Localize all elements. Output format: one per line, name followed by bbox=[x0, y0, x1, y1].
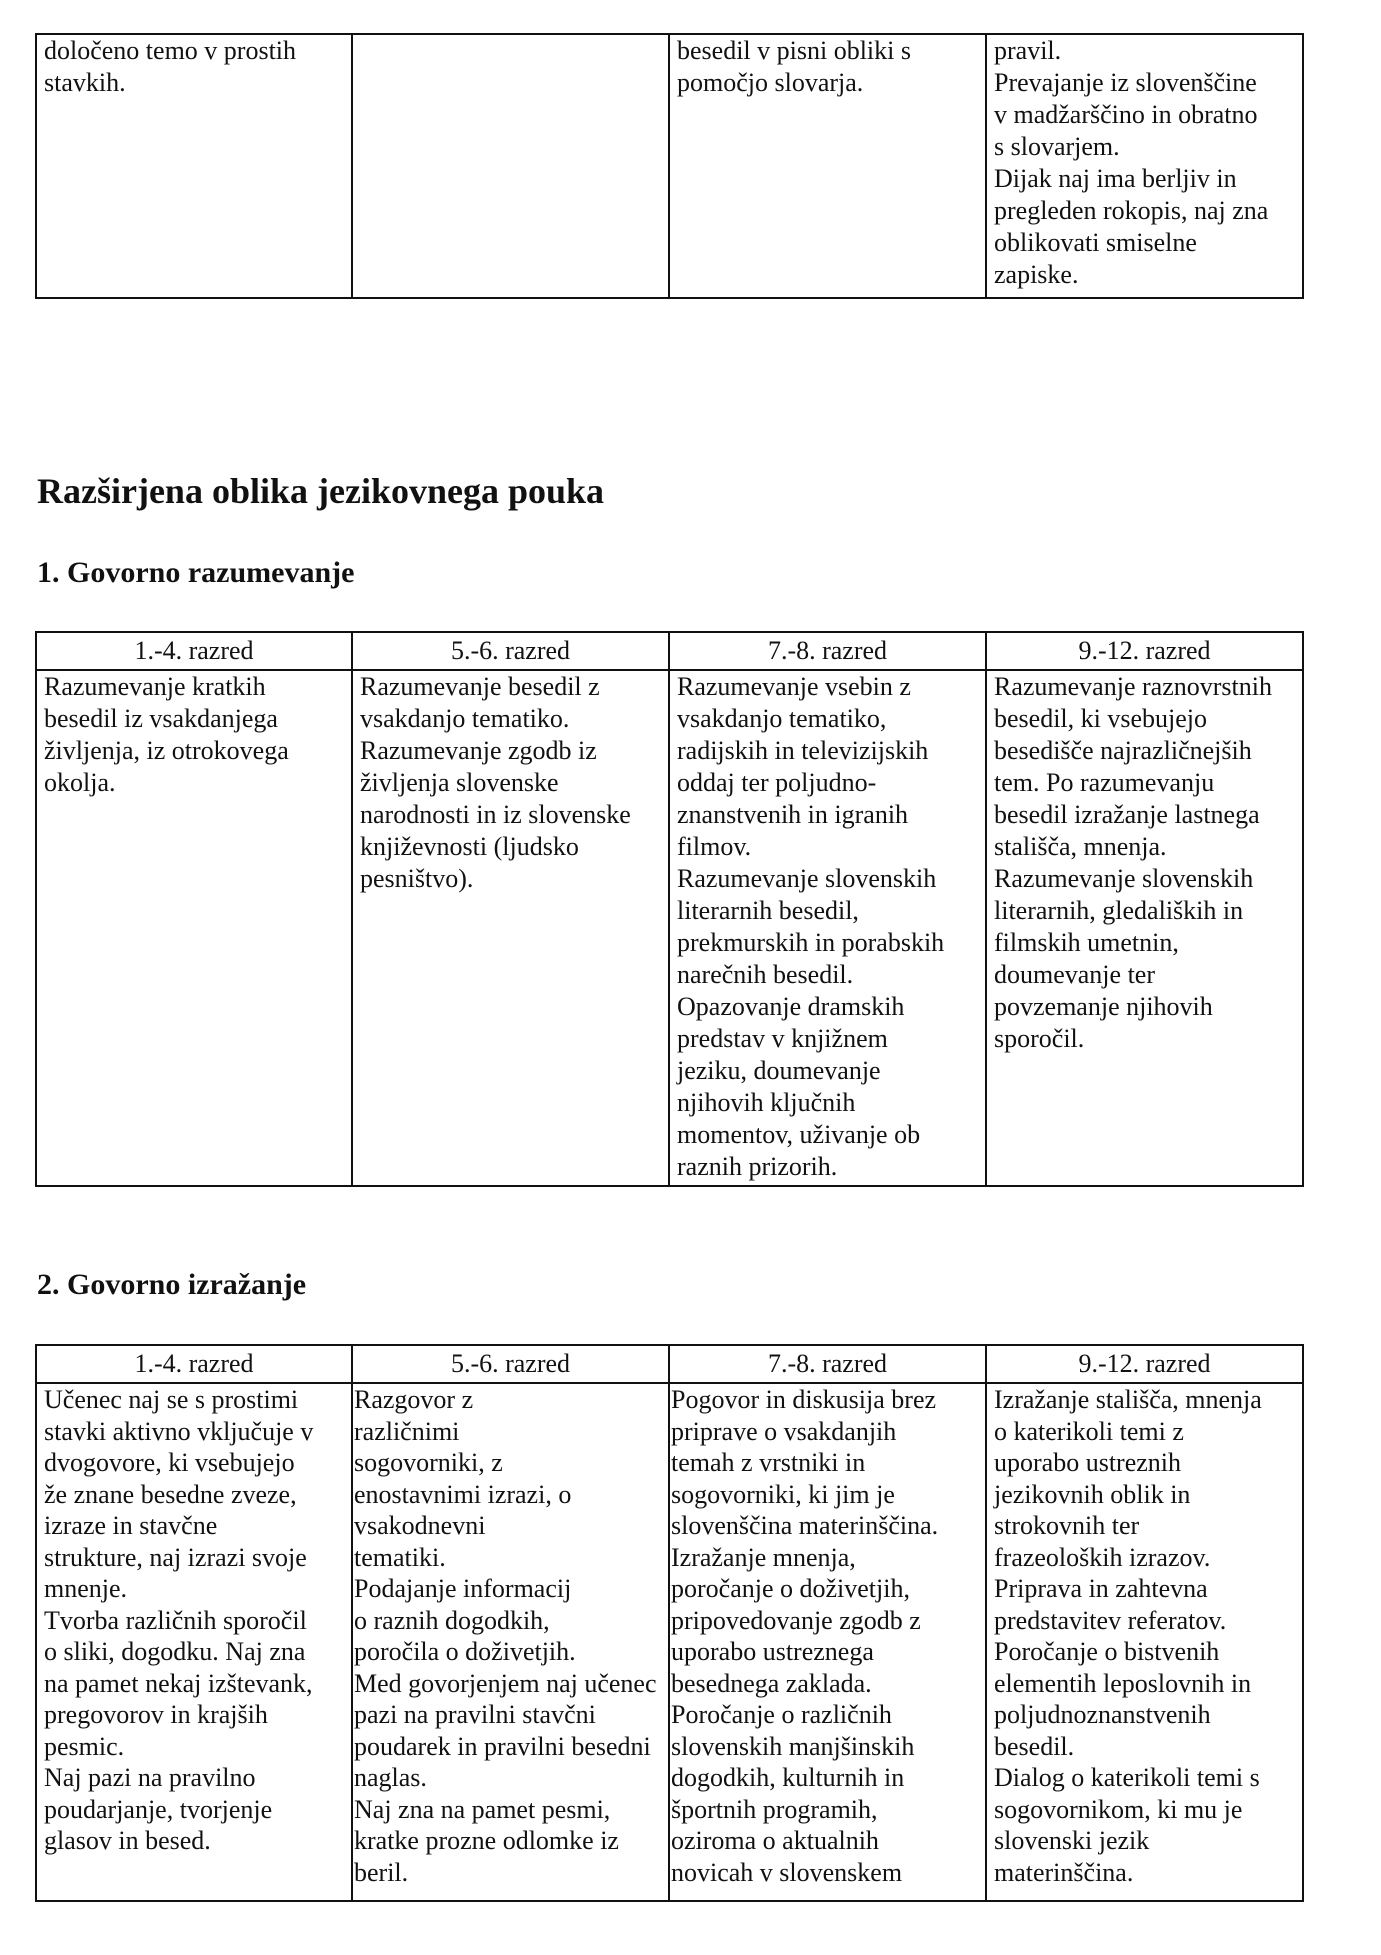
cell-text-line: elementih leposlovnih in bbox=[994, 1668, 1252, 1698]
cell-text-line: poudarek in pravilni besedni bbox=[354, 1731, 651, 1761]
table-cell bbox=[36, 1383, 352, 1901]
cell-text-line: že znane besedne zveze, bbox=[44, 1479, 297, 1509]
cell-text-line: slovenski jezik bbox=[994, 1826, 1150, 1855]
cell-text-line: sogovorniki, z bbox=[354, 1448, 503, 1477]
table-cell bbox=[36, 34, 352, 298]
cell-text-line: oddaj ter poljudno- bbox=[677, 768, 877, 797]
column-header: 7.-8. razred bbox=[669, 632, 986, 670]
table-cell bbox=[986, 670, 1303, 1186]
cell-text-line: besedil v pisni obliki s bbox=[677, 36, 911, 65]
cell-text-line: besedil. bbox=[994, 1731, 1075, 1761]
cell-text-line: Priprava in zahtevna bbox=[994, 1574, 1208, 1603]
cell-text-line: Izražanje stališča, mnenja bbox=[994, 1385, 1262, 1414]
cell-text-line: Razumevanje besedil z bbox=[360, 672, 600, 701]
cell-text-line: književnosti (ljudsko bbox=[360, 832, 579, 861]
column-header: 9.-12. razred bbox=[986, 632, 1303, 670]
cell-text-line: vsakodnevni bbox=[354, 1511, 486, 1540]
table-header-row bbox=[36, 632, 1303, 670]
cell-text-line: predstavitev referatov. bbox=[994, 1605, 1227, 1635]
cell-text-line: filmov. bbox=[677, 832, 752, 861]
cell-text-line: različnimi bbox=[354, 1416, 460, 1446]
cell-text-line: glasov in besed. bbox=[44, 1826, 211, 1855]
cell-text-line: Razumevanje slovenskih bbox=[994, 864, 1254, 893]
cell-text-line: jeziku, doumevanje bbox=[677, 1056, 881, 1085]
cell-text-line: poudarjanje, tvorjenje bbox=[44, 1794, 273, 1824]
cell-text-line: pomočjo slovarja. bbox=[677, 68, 864, 97]
cell-text-line: beril. bbox=[354, 1857, 409, 1887]
table-header-row bbox=[36, 1345, 1303, 1383]
cell-text-line: stavki aktivno vključuje v bbox=[44, 1416, 314, 1446]
column-header: 5.-6. razred bbox=[352, 632, 669, 670]
cell-text-line: Razumevanje zgodb iz bbox=[360, 736, 597, 765]
column-header: 7.-8. razred bbox=[669, 1345, 986, 1383]
column-header: 5.-6. razred bbox=[352, 1345, 669, 1383]
table-cell bbox=[352, 34, 669, 298]
cell-text-line: narodnosti in iz slovenske bbox=[360, 800, 631, 829]
table-cell bbox=[352, 1383, 669, 1901]
cell-text-line: v madžarščino in obratno bbox=[994, 100, 1258, 129]
cell-text-line: stališča, mnenja. bbox=[994, 832, 1167, 861]
cell-text-line: okolja. bbox=[44, 768, 116, 797]
cell-text-line: slovenščina materinščina. bbox=[671, 1511, 939, 1540]
section-heading-speech-comprehension: 1. Govorno razumevanje bbox=[37, 556, 355, 589]
cell-text-line: pregovorov in krajših bbox=[44, 1700, 268, 1729]
cell-text-line: tematiki. bbox=[354, 1542, 446, 1572]
cell-text-line: besedil iz vsakdanjega bbox=[44, 704, 278, 733]
cell-text-line: enostavnimi izrazi, o bbox=[354, 1479, 572, 1509]
cell-text-line: Dijak naj ima berljiv in bbox=[994, 164, 1237, 193]
table-row bbox=[36, 670, 1303, 1186]
cell-text-line: Pogovor in diskusija brez bbox=[671, 1385, 937, 1414]
cell-text-line: kratke prozne odlomke iz bbox=[354, 1826, 619, 1855]
cell-text-line: pregleden rokopis, naj zna bbox=[994, 196, 1269, 225]
cell-text-line: novicah v slovenskem bbox=[671, 1857, 903, 1887]
cell-text-line: na pamet nekaj izštevank, bbox=[44, 1668, 313, 1698]
cell-text-line: besednega zaklada. bbox=[671, 1668, 872, 1698]
table-cell bbox=[352, 670, 669, 1186]
cell-text-line: sogovornikom, ki mu je bbox=[994, 1794, 1243, 1824]
cell-text-line: Naj zna na pamet pesmi, bbox=[354, 1794, 611, 1824]
cell-text-line: Dialog o katerikoli temi s bbox=[994, 1763, 1260, 1792]
cell-text-line: Razgovor z bbox=[354, 1385, 474, 1414]
cell-text-line: pesništvo). bbox=[360, 864, 474, 893]
cell-text-line: narečnih besedil. bbox=[677, 960, 854, 989]
cell-text-line: Podajanje informacij bbox=[354, 1574, 572, 1603]
cell-text-line: oziroma o aktualnih bbox=[671, 1826, 879, 1855]
cell-text-line: jezikovnih oblik in bbox=[994, 1479, 1191, 1509]
cell-text-line: materinščina. bbox=[994, 1857, 1134, 1887]
cell-text-line: sporočil. bbox=[994, 1024, 1085, 1053]
cell-text-line: tem. Po razumevanju bbox=[994, 768, 1215, 797]
cell-text-line: življenja slovenske bbox=[360, 768, 559, 797]
cell-text-line: pripovedovanje zgodb z bbox=[671, 1605, 921, 1635]
cell-text-line: Učenec naj se s prostimi bbox=[44, 1385, 299, 1414]
table-cell bbox=[669, 1383, 986, 1901]
cell-text-line: Razumevanje vsebin z bbox=[677, 672, 911, 701]
cell-text-line: določeno temo v prostih bbox=[44, 36, 297, 65]
main-heading: Razširjena oblika jezikovnega pouka bbox=[37, 471, 605, 511]
cell-text-line: Tvorba različnih sporočil bbox=[44, 1605, 307, 1635]
cell-text-line: pravil. bbox=[994, 36, 1062, 65]
cell-text-line: izraze in stavčne bbox=[44, 1511, 218, 1540]
cell-text-line: Izražanje mnenja, bbox=[671, 1542, 856, 1572]
cell-text-line: s slovarjem. bbox=[994, 132, 1120, 161]
column-header: 9.-12. razred bbox=[986, 1345, 1303, 1383]
cell-text-line: vsakdanjo tematiko. bbox=[360, 704, 570, 733]
cell-text-line: Razumevanje raznovrstnih bbox=[994, 672, 1272, 701]
cell-text-line: zapiske. bbox=[994, 260, 1079, 289]
table-row bbox=[36, 34, 1303, 298]
cell-text-line: dogodkih, kulturnih in bbox=[671, 1763, 905, 1792]
cell-text-line: Razumevanje kratkih bbox=[44, 672, 266, 701]
cell-text-line: radijskih in televizijskih bbox=[677, 736, 929, 765]
speech-comprehension-table bbox=[35, 631, 1304, 1187]
cell-text-line: besedil izražanje lastnega bbox=[994, 800, 1260, 829]
cell-text-line: pazi na pravilni stavčni bbox=[354, 1700, 596, 1729]
column-header: 1.-4. razred bbox=[36, 1345, 352, 1383]
cell-text-line: uporabo ustreznih bbox=[994, 1448, 1182, 1477]
cell-text-line: frazeoloških izrazov. bbox=[994, 1542, 1211, 1572]
column-header: 1.-4. razred bbox=[36, 632, 352, 670]
cell-text-line: športnih programih, bbox=[671, 1794, 878, 1824]
cell-text-line: Poročanje o bistvenih bbox=[994, 1637, 1220, 1666]
cell-text-line: predstav v knjižnem bbox=[677, 1024, 888, 1053]
table-cell bbox=[669, 670, 986, 1186]
cell-text-line: Prevajanje iz slovenščine bbox=[994, 68, 1257, 97]
cell-text-line: o katerikoli temi z bbox=[994, 1416, 1184, 1446]
cell-text-line: o sliki, dogodku. Naj zna bbox=[44, 1637, 306, 1666]
table-row bbox=[36, 1383, 1303, 1901]
cell-text-line: Med govorjenjem naj učenec bbox=[354, 1668, 657, 1698]
cell-text-line: raznih prizorih. bbox=[677, 1152, 838, 1181]
cell-text-line: priprave o vsakdanjih bbox=[671, 1416, 897, 1446]
cell-text-line: povzemanje njihovih bbox=[994, 992, 1213, 1021]
cell-text-line: Opazovanje dramskih bbox=[677, 992, 905, 1021]
speech-expression-table bbox=[35, 1344, 1304, 1902]
cell-text-line: temah z vrstniki in bbox=[671, 1448, 866, 1477]
cell-text-line: poročanje o doživetjih, bbox=[671, 1574, 910, 1603]
cell-text-line: slovenskih manjšinskih bbox=[671, 1731, 915, 1761]
cell-text-line: Naj pazi na pravilno bbox=[44, 1763, 256, 1792]
cell-text-line: strokovnih ter bbox=[994, 1511, 1140, 1540]
cell-text-line: dvogovore, ki vsebujejo bbox=[44, 1448, 295, 1477]
cell-text-line: poročila o doživetjih. bbox=[354, 1637, 576, 1666]
cell-text-line: oblikovati smiselne bbox=[994, 228, 1197, 257]
cell-text-line: mnenje. bbox=[44, 1574, 128, 1603]
cell-text-line: poljudnoznanstvenih bbox=[994, 1700, 1211, 1729]
cell-text-line: življenja, iz otrokovega bbox=[44, 736, 289, 765]
cell-text-line: besedišče najrazličnejših bbox=[994, 736, 1252, 765]
table-cell bbox=[36, 670, 352, 1186]
cell-text-line: besedil, ki vsebujejo bbox=[994, 704, 1208, 733]
cell-text-line: o raznih dogodkih, bbox=[354, 1605, 550, 1635]
cell-text-line: literarnih, gledaliških in bbox=[994, 896, 1244, 925]
table-cell bbox=[986, 34, 1303, 298]
cell-text-line: stavkih. bbox=[44, 68, 126, 97]
cell-text-line: pesmic. bbox=[44, 1731, 125, 1761]
cell-text-line: momentov, uživanje ob bbox=[677, 1120, 921, 1149]
cell-text-line: njihovih ključnih bbox=[677, 1088, 856, 1117]
cell-text-line: doumevanje ter bbox=[994, 960, 1155, 989]
cell-text-line: prekmurskih in porabskih bbox=[677, 928, 945, 957]
cell-text-line: Razumevanje slovenskih bbox=[677, 864, 937, 893]
cell-text-line: sogovorniki, ki jim je bbox=[671, 1479, 895, 1509]
section-heading-speech-expression: 2. Govorno izražanje bbox=[37, 1268, 307, 1301]
cell-text-line: literarnih besedil, bbox=[677, 896, 859, 925]
cell-text-line: naglas. bbox=[354, 1763, 427, 1792]
cell-text-line: vsakdanjo tematiko, bbox=[677, 704, 887, 733]
cell-text-line: uporabo ustreznega bbox=[671, 1637, 874, 1666]
cell-text-line: Poročanje o različnih bbox=[671, 1700, 892, 1729]
cell-text-line: filmskih umetnin, bbox=[994, 928, 1179, 957]
cell-text-line: strukture, naj izrazi svoje bbox=[44, 1542, 307, 1572]
table-cell bbox=[986, 1383, 1303, 1901]
continued-table bbox=[35, 33, 1304, 299]
table-cell bbox=[669, 34, 986, 298]
cell-text-line: znanstvenih in igranih bbox=[677, 800, 909, 829]
